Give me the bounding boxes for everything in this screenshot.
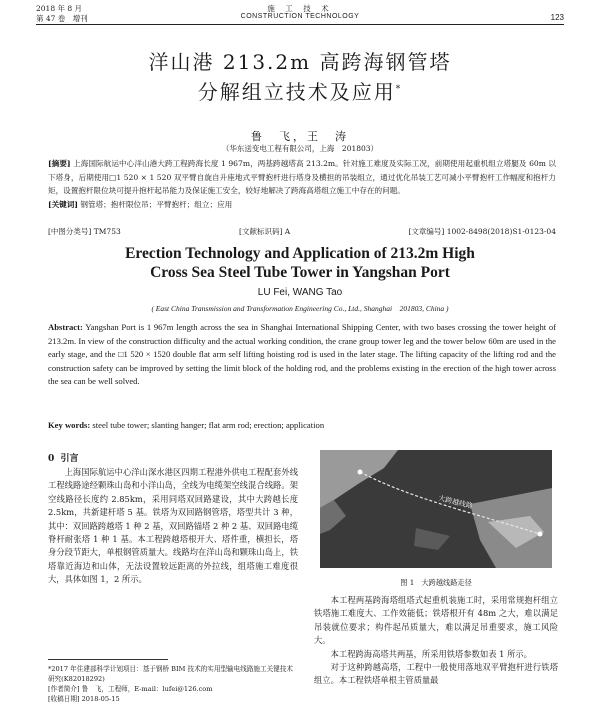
- journal-name-cn: 施 工 技 术: [267, 4, 333, 13]
- abstract-en-label: Abstract:: [48, 322, 83, 332]
- classification-row: [48, 226, 556, 237]
- authors-cn: 鲁 飞，王 涛: [251, 130, 349, 143]
- intro-paragraph: 上海国际航运中心洋山深水港区四期工程港外供电工程配套外线工程线路途经颗珠山岛和小洋山岛，全线为电缆架空线混合线路。架空线路径长度约 2.85km，采用同塔双回路建设，其中大跨越长度 2.5km，共新建杆塔 5 基。铁塔为双回路钢管塔，塔型共计 3 种，其中：双回路跨越塔 1 种 2 基，双回路锚塔 2 种 2 基、双回路电缆脊杆耐张塔 1 种 1 基。本工程跨越塔根开大、塔件重，横担长，塔身分段节距大，单根钢管质量大。线路均在洋山岛和颗珠山岛上，铁塔靠近海边和山体，无法设置较远距离的外拉线，组塔施工难度很大，具体如图 1，2 所示。: [48, 467, 298, 585]
- section-heading: 0 引言: [48, 454, 79, 464]
- author-note: [作者简介] 鲁 飞，工程师，E-mail：lufei@126.com: [48, 685, 213, 693]
- title-cn-line2: 分解组立技术及应用*: [197, 80, 403, 104]
- paragraph: 对于这种跨越高塔，工程中一般使用落地双平臂抱杆进行铁塔组立。本工程铁塔单根主管质量最: [314, 662, 558, 686]
- issue-date: 2018 年 8 月: [36, 4, 83, 13]
- right-column-text: [314, 594, 558, 688]
- footnote: [48, 664, 298, 704]
- issue-volume: 第 47 卷 增刊: [36, 14, 88, 23]
- keywords-en-label: Key words:: [48, 420, 91, 430]
- title-en-line2: Cross Sea Steel Tube Tower in Yangshan Port: [150, 264, 450, 281]
- paragraph: 本工程跨海高塔共两基，所采用铁塔参数如表 1 所示。: [330, 648, 532, 659]
- route-label: 大跨越线路: [437, 494, 474, 511]
- fund-note: *2017 年住建部科学计划项目：基于钢桥 BIM 技术的实用型输电线路施工关键技术研究(K82018292): [48, 665, 293, 683]
- journal-name-en: CONSTRUCTION TECHNOLOGY: [240, 13, 360, 20]
- document-code: [文献标识码] A: [239, 227, 291, 236]
- abstract-cn-text: 上海国际航运中心洋山港大跨工程跨海长度 1 967m，两基跨越塔高 213.2m。针对施工难度及实际工况，前期使用起重机组立塔腿及 60m 以下塔身，后期使用□1 520 × 1 520 双平臂自旋自升座地式平臂抱杆进行塔身及横担的吊装组立，通过优化吊装工艺可减小平臂抱杆工作幅度和抱杆力矩，设置抱杆限位块可提升抱杆起吊能力及保证施工安全，较好地解决了跨海高塔组立施工中存在的问题。: [48, 159, 556, 195]
- affiliation-en: ( East China Transmission and Transformation Engineering Co., Ltd., Shanghai 201803, China ): [151, 304, 449, 313]
- clc-number: [中图分类号] TM753: [48, 227, 121, 236]
- abstract-cn: [48, 157, 556, 211]
- figure-route-map: [320, 450, 552, 568]
- authors-en: LU Fei, WANG Tao: [257, 287, 343, 298]
- keywords-cn-text: 钢管塔；抱杆限位吊；平臂抱杆；组立；应用: [80, 199, 233, 209]
- title-en-line1: Erection Technology and Application of 213.2m High: [125, 245, 475, 262]
- article-number: [文章编号] 1002-8498(2018)S1-0123-04: [408, 227, 556, 236]
- fund-mark: *: [395, 84, 403, 95]
- received-date: [收稿日期] 2018-05-15: [48, 695, 120, 703]
- keywords-cn-label: [关键词]: [48, 199, 78, 209]
- footnote-divider: [48, 659, 168, 660]
- abstract-cn-label: [摘要]: [48, 159, 71, 168]
- route-map-image: [320, 450, 552, 568]
- title-cn-line1: 洋山港 213.2m 高跨海钢管塔: [148, 50, 452, 74]
- abstract-en: [48, 321, 556, 389]
- keywords-en-text: steel tube tower; slanting hanger; flat arm rod; erection; application: [92, 420, 325, 430]
- keywords-en: [48, 420, 556, 430]
- abstract-en-text: Yangshan Port is 1 967m length across the sea in Shanghai International Shipping Center, with two bases crossing the tower height of 213.2m. In view of the construction difficulty and the actual working condition, the crane group tower leg and the tower below 60m are used in the early stage, and the □1 520 × 1520 double flat arm self lifting hoisting rod is used in the later stage. The lifting capacity of the lifting rod and the construction safety can be improved by setting the limit block of the holding rod, and the problems existing in the erection of the high tower across the sea can be well solved.: [48, 322, 556, 387]
- page-number: 123: [550, 13, 564, 22]
- paragraph: 本工程两基跨海塔组塔式起重机装施工时，采用常规抱杆组立铁塔施工难度大、工作效能低；铁塔根开有 48m 之大，难以满足吊装就位要求；构件起吊质量大，难以满足吊重要求，施工风险大。: [314, 595, 558, 646]
- figure-caption: 图 1 大跨越线路走径: [400, 578, 472, 587]
- affiliation-cn: （华东送变电工程有限公司，上海 201803）: [221, 144, 379, 153]
- running-header: [36, 2, 564, 25]
